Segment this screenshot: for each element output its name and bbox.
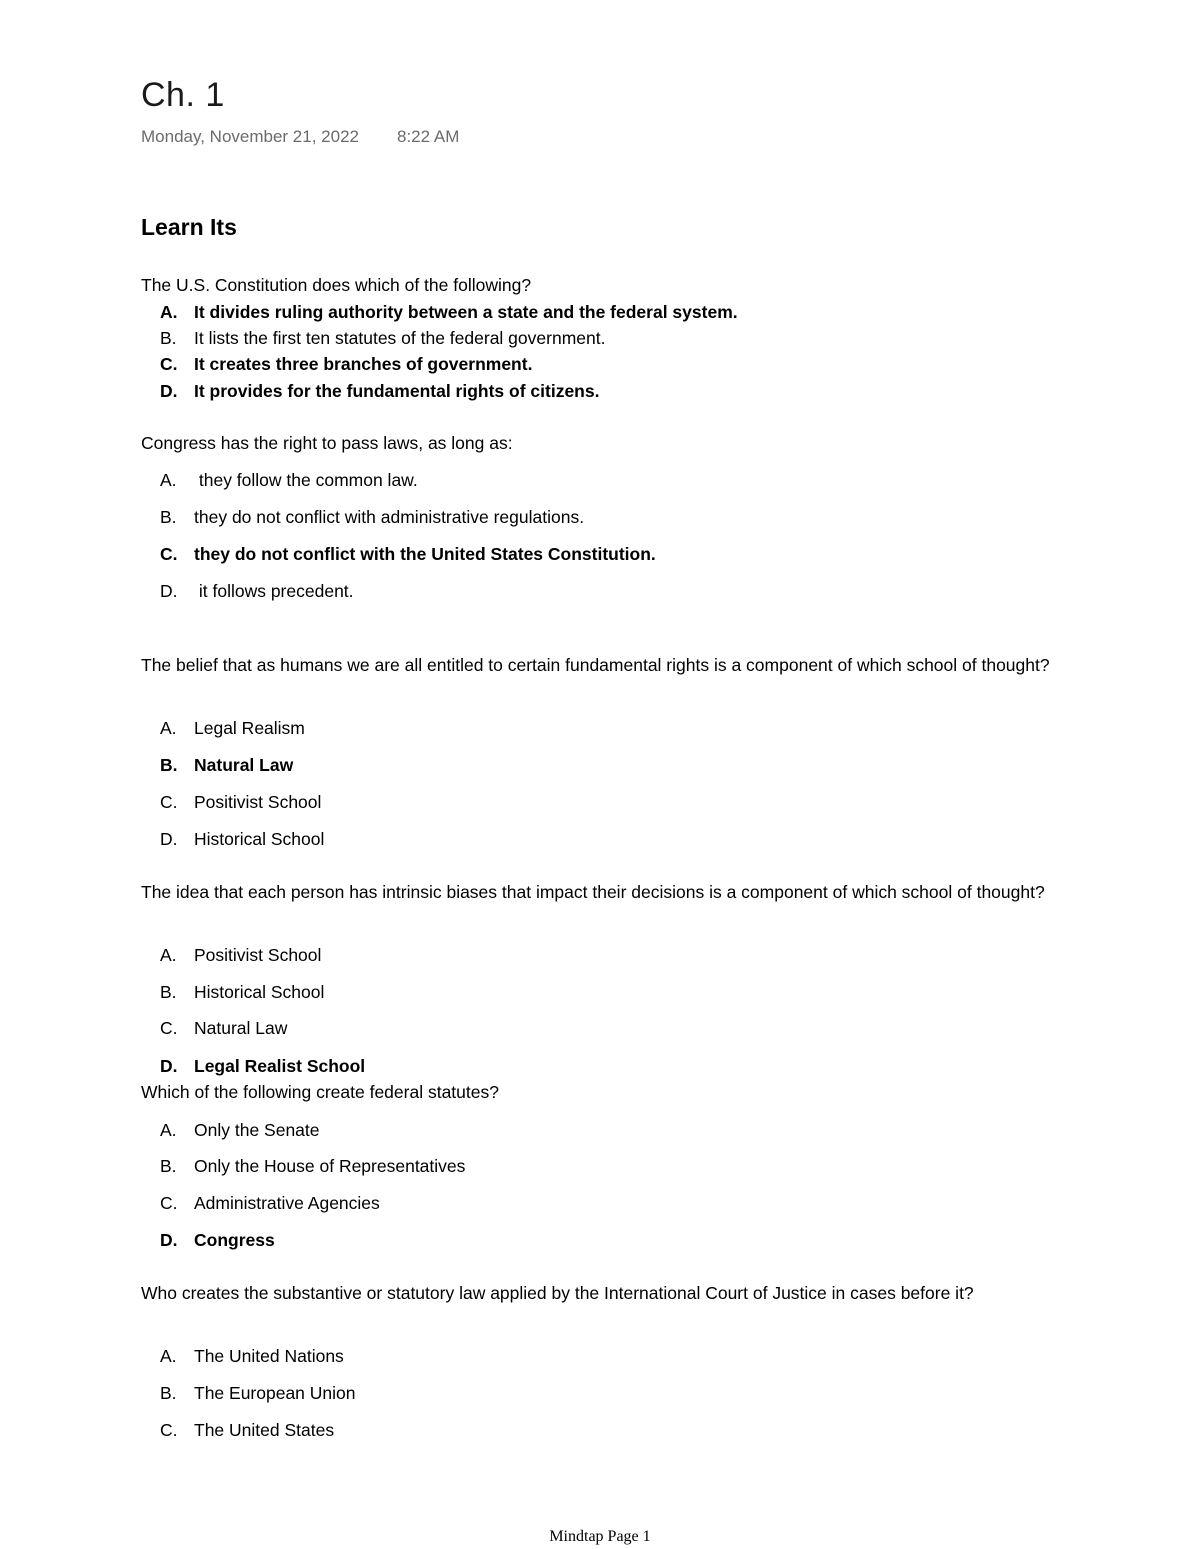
option-6c [160, 1417, 334, 1443]
option-6b [160, 1380, 356, 1406]
option-5a [160, 1117, 320, 1143]
option-4d [160, 1053, 365, 1079]
option-text: Historical School [194, 829, 325, 849]
option-text: Natural Law [194, 755, 294, 775]
question-1: The U.S. Constitution does which of the following? [141, 275, 532, 295]
option-4a [160, 942, 321, 968]
option-3d [160, 826, 324, 852]
option-6a [160, 1343, 344, 1369]
question-6: Who creates the substantive or statutory law applied by the International Court of Justice in cases before it? [141, 1283, 974, 1303]
option-letter: C. [160, 1420, 178, 1440]
option-1b [160, 325, 605, 351]
option-letter: A. [160, 302, 178, 322]
option-3b [160, 752, 293, 778]
question-2: Congress has the right to pass laws, as long as: [141, 433, 513, 453]
option-1c [160, 351, 532, 377]
option-letter: D. [160, 1230, 178, 1250]
option-letter: A. [160, 945, 177, 965]
option-4b [160, 979, 324, 1005]
option-letter: C. [160, 1018, 178, 1038]
option-1a [160, 299, 738, 325]
option-text: It provides for the fundamental rights of citizens. [194, 381, 600, 401]
option-text: It lists the first ten statutes of the federal government. [194, 328, 606, 348]
option-text: Congress [194, 1230, 275, 1250]
option-letter: A. [160, 1120, 177, 1140]
option-letter: C. [160, 354, 178, 374]
option-2a [160, 467, 418, 493]
option-text: they follow the common law. [194, 470, 418, 490]
option-2c [160, 541, 656, 567]
option-letter: A. [160, 718, 177, 738]
option-4c [160, 1015, 287, 1041]
option-2b [160, 504, 584, 530]
page-meta [141, 127, 459, 147]
option-text: Only the Senate [194, 1120, 320, 1140]
option-2d [160, 578, 354, 604]
option-3c [160, 789, 321, 815]
option-letter: B. [160, 1383, 177, 1403]
section-heading: Learn Its [141, 214, 237, 240]
question-5: Which of the following create federal statutes? [141, 1082, 499, 1102]
option-text: It creates three branches of government. [194, 354, 533, 374]
option-letter: B. [160, 328, 177, 348]
option-letter: A. [160, 1346, 177, 1366]
option-letter: B. [160, 1156, 177, 1176]
option-letter: D. [160, 581, 178, 601]
option-letter: B. [160, 755, 178, 775]
page-title: Ch. 1 [141, 76, 225, 114]
option-text: Positivist School [194, 945, 322, 965]
page-time: 8:22 AM [396, 127, 460, 146]
option-letter: D. [160, 829, 178, 849]
option-text: The United States [194, 1420, 335, 1440]
option-text: Natural Law [194, 1018, 288, 1038]
option-text: they do not conflict with administrative regulations. [194, 507, 585, 527]
page-date: Monday, November 21, 2022 [141, 127, 359, 146]
option-5d [160, 1227, 275, 1253]
option-text: they do not conflict with the United States Constitution. [194, 544, 656, 564]
option-letter: C. [160, 1193, 178, 1213]
option-letter: D. [160, 381, 178, 401]
option-3a [160, 715, 305, 741]
option-text: Historical School [194, 982, 325, 1002]
option-letter: C. [160, 792, 178, 812]
option-letter: C. [160, 544, 178, 564]
option-text: It divides ruling authority between a state and the federal system. [194, 302, 738, 322]
question-3: The belief that as humans we are all entitled to certain fundamental rights is a component of which school of thought? [141, 655, 1050, 675]
option-5b [160, 1153, 465, 1179]
option-letter: A. [160, 470, 177, 490]
option-text: it follows precedent. [194, 581, 354, 601]
option-5c [160, 1190, 380, 1216]
option-text: Administrative Agencies [194, 1193, 380, 1213]
option-letter: B. [160, 982, 177, 1002]
option-text: Legal Realist School [194, 1056, 366, 1076]
option-letter: B. [160, 507, 177, 527]
page-footer: Mindtap Page 1 [549, 1528, 651, 1545]
question-4: The idea that each person has intrinsic biases that impact their decisions is a component of which school of thought? [141, 882, 1045, 902]
option-text: The United Nations [194, 1346, 344, 1366]
option-1d [160, 378, 599, 404]
option-letter: D. [160, 1056, 178, 1076]
option-text: Only the House of Representatives [194, 1156, 466, 1176]
option-text: Legal Realism [194, 718, 305, 738]
option-text: Positivist School [194, 792, 322, 812]
option-text: The European Union [194, 1383, 356, 1403]
